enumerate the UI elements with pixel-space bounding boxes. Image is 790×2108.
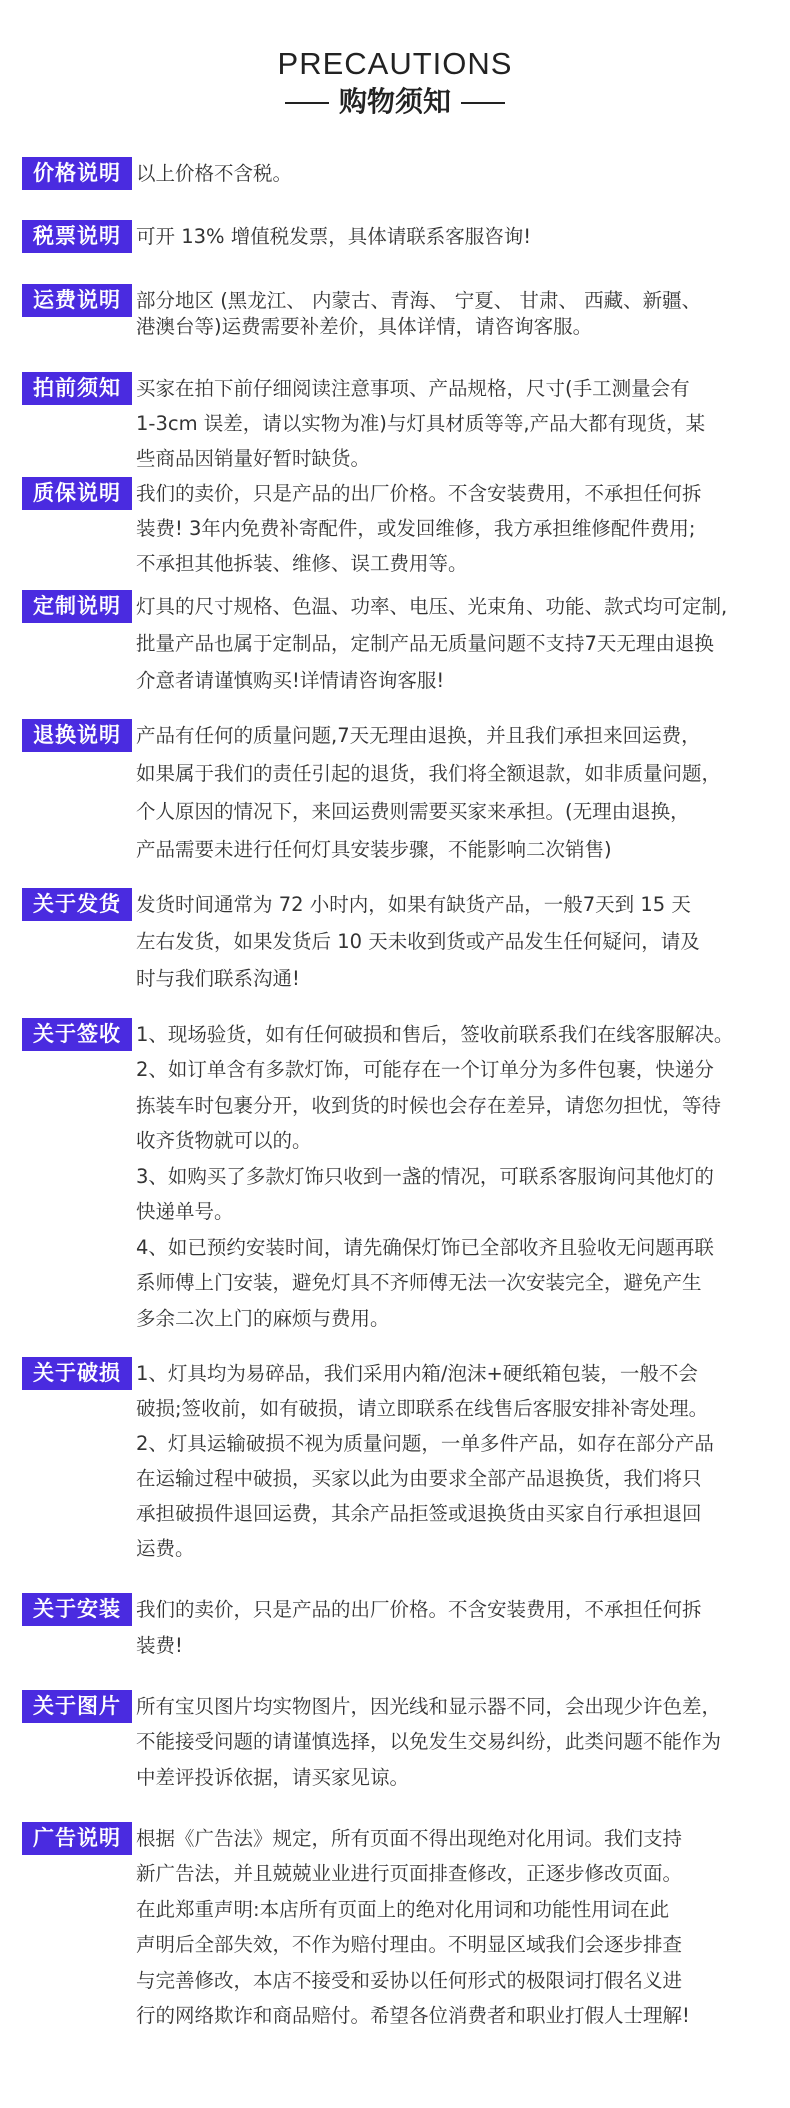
section-text-line: 1-3cm 误差，请以实物为准)与灯具材质等等,产品大都有现货，某 (136, 412, 706, 435)
page-header (0, 46, 790, 120)
section-text-line: 买家在拍下前仔细阅读注意事项、产品规格，尺寸(手工测量会有 (136, 377, 690, 400)
section-text-line: 收齐货物就可以的。 (136, 1129, 312, 1153)
section-text-line: 新广告法，并且兢兢业业进行页面排查修改，正逐步修改页面。 (136, 1862, 683, 1886)
section-text-line: 灯具的尺寸规格、色温、功率、电压、光束角、功能、款式均可定制, (136, 595, 728, 618)
section-body (136, 1592, 784, 1664)
section-text-line: 部分地区 (黑龙江、 内蒙古、青海、 宁夏、 甘肃、 西藏、新疆、 (136, 288, 702, 312)
section-text-line: 发货时间通常为 72 小时内，如果有缺货产品，一般7天到 15 天 (136, 893, 691, 916)
section-text-line: 2、灯具运输破损不视为质量问题，一单多件产品，如存在部分产品 (136, 1432, 714, 1455)
section-body (136, 1356, 784, 1566)
section-text-line: 港澳台等)运费需要补差价，具体详情，请咨询客服。 (136, 314, 593, 338)
page-title-cn-wrap (0, 84, 790, 120)
title-left-dash (285, 102, 329, 104)
section-text-line: 多余二次上门的麻烦与费用。 (136, 1306, 390, 1330)
section-text-line: 个人原因的情况下，来回运费则需要买家来承担。(无理由退换， (136, 799, 690, 823)
section-text-line: 些商品因销量好暂时缺货。 (136, 447, 371, 470)
section-text-line: 产品需要未进行任何灯具安装步骤，不能影响二次销售) (136, 837, 612, 861)
section-label-badge: 运费说明 (22, 284, 132, 317)
section-text-line: 快递单号。 (136, 1200, 234, 1224)
section-text-line: 破损;签收前，如有破损，请立即联系在线售后客服安排补寄处理。 (136, 1397, 709, 1420)
section-body (136, 371, 784, 476)
section-text-line: 根据《广告法》规定，所有页面不得出现绝对化用词。我们支持 (136, 1826, 683, 1850)
section-text-line: 介意者请谨慎购买!详情请咨询客服! (136, 669, 445, 692)
section-label-badge: 拍前须知 (22, 372, 132, 405)
section-text-line: 与完善修改，本店不接受和妥协以任何形式的极限词打假名义进 (136, 1968, 683, 1992)
section-text-line: 以上价格不含税。 (136, 161, 293, 185)
section-label-badge: 关于安装 (22, 1593, 132, 1626)
section-text-line: 不能接受问题的请谨慎选择，以免发生交易纠纷，此类问题不能作为 (136, 1730, 722, 1754)
section-text-line: 我们的卖价，只是产品的出厂价格。不含安装费用，不承担任何拆 (136, 1597, 702, 1621)
section-label-badge: 定制说明 (22, 590, 132, 623)
section-text-line: 行的网络欺诈和商品赔付。希望各位消费者和职业打假人士理解! (136, 2004, 690, 2028)
section-body (136, 588, 784, 699)
page-title-en: PRECAUTIONS (277, 46, 513, 81)
section-text-line: 装费! 3年内免费补寄配件，或发回维修，我方承担维修配件费用; (136, 517, 696, 540)
section-text-line: 所有宝贝图片均实物图片，因光线和显示器不同，会出现少许色差， (136, 1694, 722, 1718)
section-label-badge: 质保说明 (22, 477, 132, 510)
section-text-line: 2、如订单含有多款灯饰，可能存在一个订单分为多件包裹，快递分 (136, 1058, 714, 1082)
section-text-line: 我们的卖价，只是产品的出厂价格。不含安装费用，不承担任何拆 (136, 482, 702, 505)
section-text-line: 批量产品也属于定制品，定制产品无质量问题不支持7天无理由退换 (136, 632, 714, 655)
section-text-line: 产品有任何的质量问题,7天无理由退换，并且我们承担来回运费， (136, 723, 701, 747)
section-label-badge: 退换说明 (22, 719, 132, 752)
section-text-line: 在此郑重声明:本店所有页面上的绝对化用词和功能性用词在此 (136, 1897, 670, 1921)
section-text-line: 1、灯具均为易碎品，我们采用内箱/泡沫+硬纸箱包装，一般不会 (136, 1362, 698, 1385)
section-body (136, 1821, 784, 2034)
title-right-dash (461, 102, 505, 104)
section-body (136, 1017, 784, 1337)
section-text-line: 承担破损件退回运费，其余产品拒签或退换货由买家自行承担退回 (136, 1502, 702, 1525)
section-label-badge: 广告说明 (22, 1822, 132, 1855)
section-body (136, 886, 784, 997)
section-body (136, 717, 784, 869)
section-text-line: 时与我们联系沟通! (136, 967, 300, 990)
section-text-line: 拣装车时包裹分开，收到货的时候也会存在差异，请您勿担忧，等待 (136, 1093, 722, 1117)
section-text-line: 声明后全部失效，不作为赔付理由。不明显区域我们会逐步排查 (136, 1933, 683, 1957)
section-text-line: 可开 13% 增值税发票，具体请联系客服咨询! (136, 224, 532, 248)
section-label-badge: 关于破损 (22, 1357, 132, 1390)
section-text-line: 1、现场验货，如有任何破损和售后，签收前联系我们在线客服解决。 (136, 1022, 734, 1046)
section-label-badge: 税票说明 (22, 220, 132, 253)
section-text-line: 装费! (136, 1633, 183, 1657)
section-text-line: 4、如已预约安装时间，请先确保灯饰已全部收齐且验收无问题再联 (136, 1235, 714, 1259)
section-text-line: 左右发货，如果发货后 10 天未收到货或产品发生任何疑问，请及 (136, 930, 700, 953)
section-text-line: 运费。 (136, 1537, 195, 1560)
section-text-line: 中差评投诉依据，请买家见谅。 (136, 1765, 410, 1789)
section-label-badge: 关于图片 (22, 1690, 132, 1723)
section-label-badge: 关于签收 (22, 1018, 132, 1051)
section-body (136, 288, 784, 340)
section-text-line: 在运输过程中破损，买家以此为由要求全部产品退换货，我们将只 (136, 1467, 702, 1490)
section-body (136, 156, 784, 192)
section-text-line: 系师傅上门安装，避免灯具不齐师傅无法一次安装完全，避免产生 (136, 1271, 702, 1295)
page-title-cn: 购物须知 (338, 85, 451, 118)
section-body (136, 1689, 784, 1796)
section-label-badge: 关于发货 (22, 888, 132, 921)
section-text-line: 不承担其他拆装、维修、误工费用等。 (136, 552, 468, 575)
section-body (136, 219, 784, 255)
section-body (136, 476, 784, 581)
section-text-line: 3、如购买了多款灯饰只收到一盏的情况，可联系客服询问其他灯的 (136, 1164, 714, 1188)
section-label-badge: 价格说明 (22, 157, 132, 190)
section-text-line: 如果属于我们的责任引起的退货，我们将全额退款，如非质量问题， (136, 761, 722, 785)
